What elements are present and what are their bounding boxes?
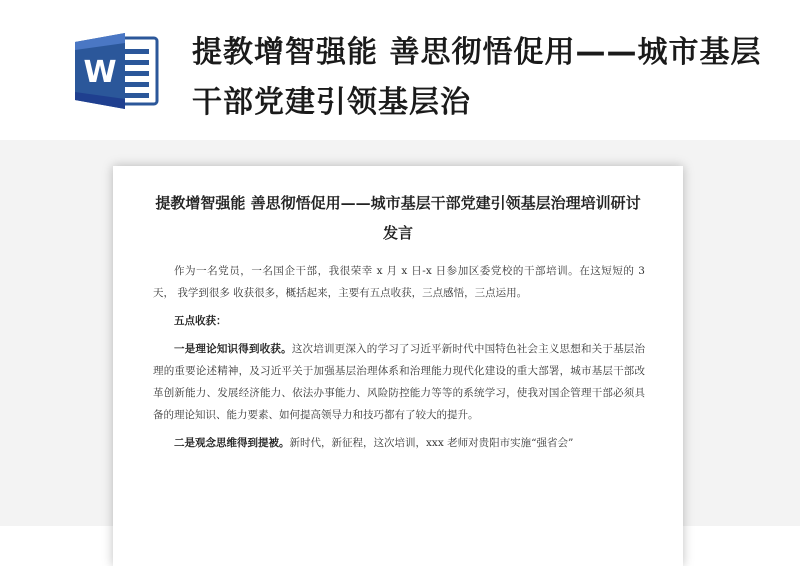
point-2-lead: 二是观念思维得到提被。	[174, 437, 290, 449]
banner-header	[0, 0, 800, 140]
point-1-lead: 一是理论知识得到收获。	[174, 343, 292, 355]
document-body	[153, 260, 645, 460]
document-page	[113, 166, 683, 566]
page-title: 提教增智强能 善思彻悟促用——城市基层干部党建引领基层治	[192, 35, 762, 120]
intro-paragraph: 作为一名党员，一名国企干部，我很荣幸 x 月 x 日-x 日参加区委党校的干部培训。在这短短的 3 天， 我学到很多 收获很多，概括起来，主要有五点收获，三点感悟，三点运用。	[153, 265, 645, 299]
section-heading: 五点收获：	[174, 315, 227, 327]
document-title: 提教增智强能 善思彻悟促用——城市基层干部党建引领基层治理培训研讨发言	[155, 194, 641, 242]
point-2-text: 新时代，新征程，这次培训，xxx 老师对贵阳市实施“强省会”	[289, 437, 574, 449]
point-2-paragraph	[153, 432, 645, 454]
word-icon	[75, 33, 159, 109]
svg-text:W: W	[83, 55, 117, 90]
point-1-text: 这次培训更深入的学习了习近平新时代中国特色社会主义思想和关于基层治理的重要论述精神，及习近平关于加强基层治理体系和治理能力现代化建设的重大部署，城市基层干部改革创新能力、发展经济能力、依法办事能力、风险防控能力等等的系统学习，使我对国企管理干部必须具备的理论知识、能力要素、如何提高领导力和技巧都有了较大的提升。	[153, 343, 646, 421]
point-1-paragraph	[153, 338, 645, 426]
